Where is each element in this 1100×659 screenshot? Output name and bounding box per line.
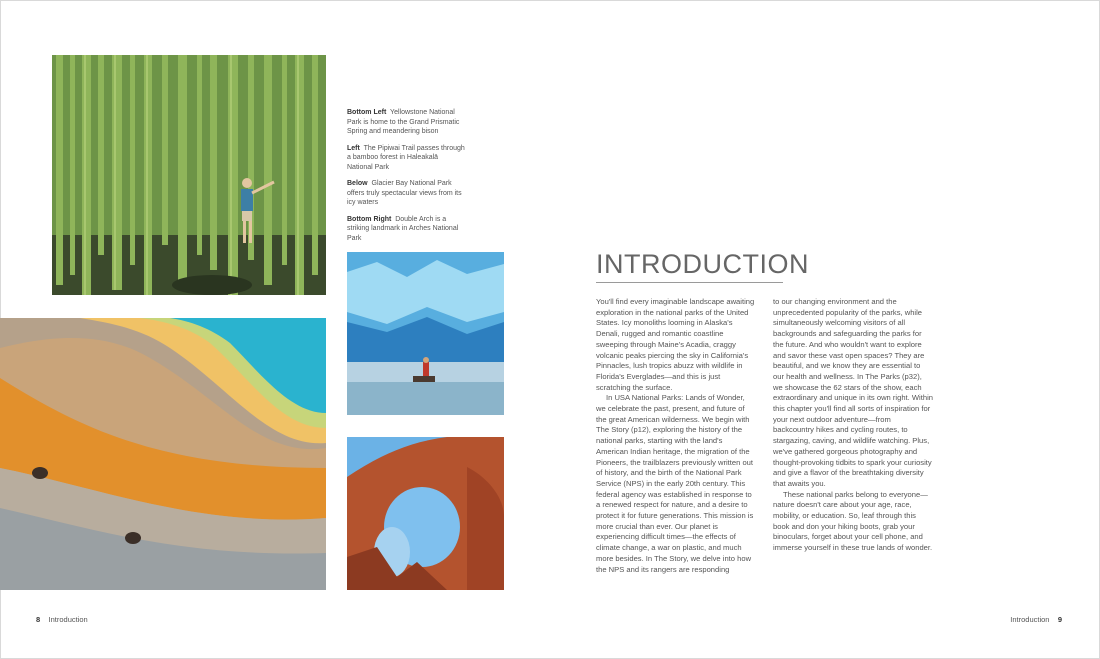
running-head-left: Introduction	[48, 615, 88, 624]
footer-right	[1010, 615, 1062, 624]
body-column-right	[773, 297, 933, 554]
grand-prismatic-spring-photo	[0, 318, 326, 590]
caption-bottom-left: Bottom Left Yellowstone National Park is home to the Grand Prismatic Spring and meandering bison	[347, 109, 460, 135]
body-paragraph: These national parks belong to everyone—nature doesn't care about your age, race, mobility, or education. So, leaf through this book and don your hiking boots, grab your binoculars, forget about your cell phone, and immerse yourself in these true lands of wonder.	[773, 489, 933, 553]
body-paragraph: to our changing environment and the unprecedented popularity of the parks, while simultaneously welcoming visitors of all backgrounds and safeguarding the parks for the future. And who wouldn't want to explore and savor these vast open spaces? They are beautiful, and we know they are essential to our health and wellness. In The Parks (p32), we showcase the 62 stars of the show, each extraordinary and unique in its own right. Within this chapter you'll find all sorts of inspiration for your next outdoor adventure—from backcountry hikes and cycling routes, to stargazing, caving, and wildlife watching. Plus, we've gathered gorgeous photography and thought-provoking tidbits to spark your curiosity and give a flavor of the breathtaking diversity that awaits you.	[773, 297, 933, 488]
glacier-bay-photo	[347, 252, 504, 415]
body-column-left	[596, 297, 756, 575]
caption-left: Left The Pipiwai Trail passes through a bamboo forest in Haleakalā National Park	[347, 144, 465, 171]
caption-below: Below Glacier Bay National Park offers truly spectacular views from its icy waters	[347, 180, 462, 206]
double-arch-photo	[347, 437, 504, 590]
caption-bottom-right: Bottom Right Double Arch is a striking landmark in Arches National Park	[347, 215, 459, 242]
body-paragraph: You'll find every imaginable landscape awaiting exploration in the national parks of the United States. Icy monoliths looming in Alaska's Denali, rugged and romantic coastline sweeping through Maine's Acadia, craggy volcanic peaks piercing the sky in California's Pinnacles, lush tropics abuzz with wildlife in Florida's Everglades—and this is just scratching the surface.	[596, 297, 755, 392]
bamboo-forest-photo	[52, 55, 326, 295]
page-number-left: 8	[36, 615, 41, 624]
footer-left	[36, 615, 88, 624]
title-rule	[596, 282, 783, 283]
photo-captions	[347, 108, 465, 250]
body-paragraph: In USA National Parks: Lands of Wonder, we celebrate the past, present, and future of the great American wilderness. We begin with The Story (p12), exploring the history of the national parks, starting with the land's American Indian heritage, the migration of the Pioneers, the trailblazers previously written out of history, and the birth of the National Park Service (NPS) in the early 20th century. This federal agency was established in response to a renewed respect for nature, and a desire to protect it for future generations. This mission is more crucial than ever. Our planet is experiencing difficult times—the effects of climate change, a war on plastic, and much more besides. In The Story, we delve into how the NPS and its rangers are responding	[596, 393, 754, 574]
page-number-right: 9	[1057, 615, 1062, 624]
page-title: INTRODUCTION	[596, 249, 809, 279]
running-head-right: Introduction	[1010, 615, 1050, 624]
